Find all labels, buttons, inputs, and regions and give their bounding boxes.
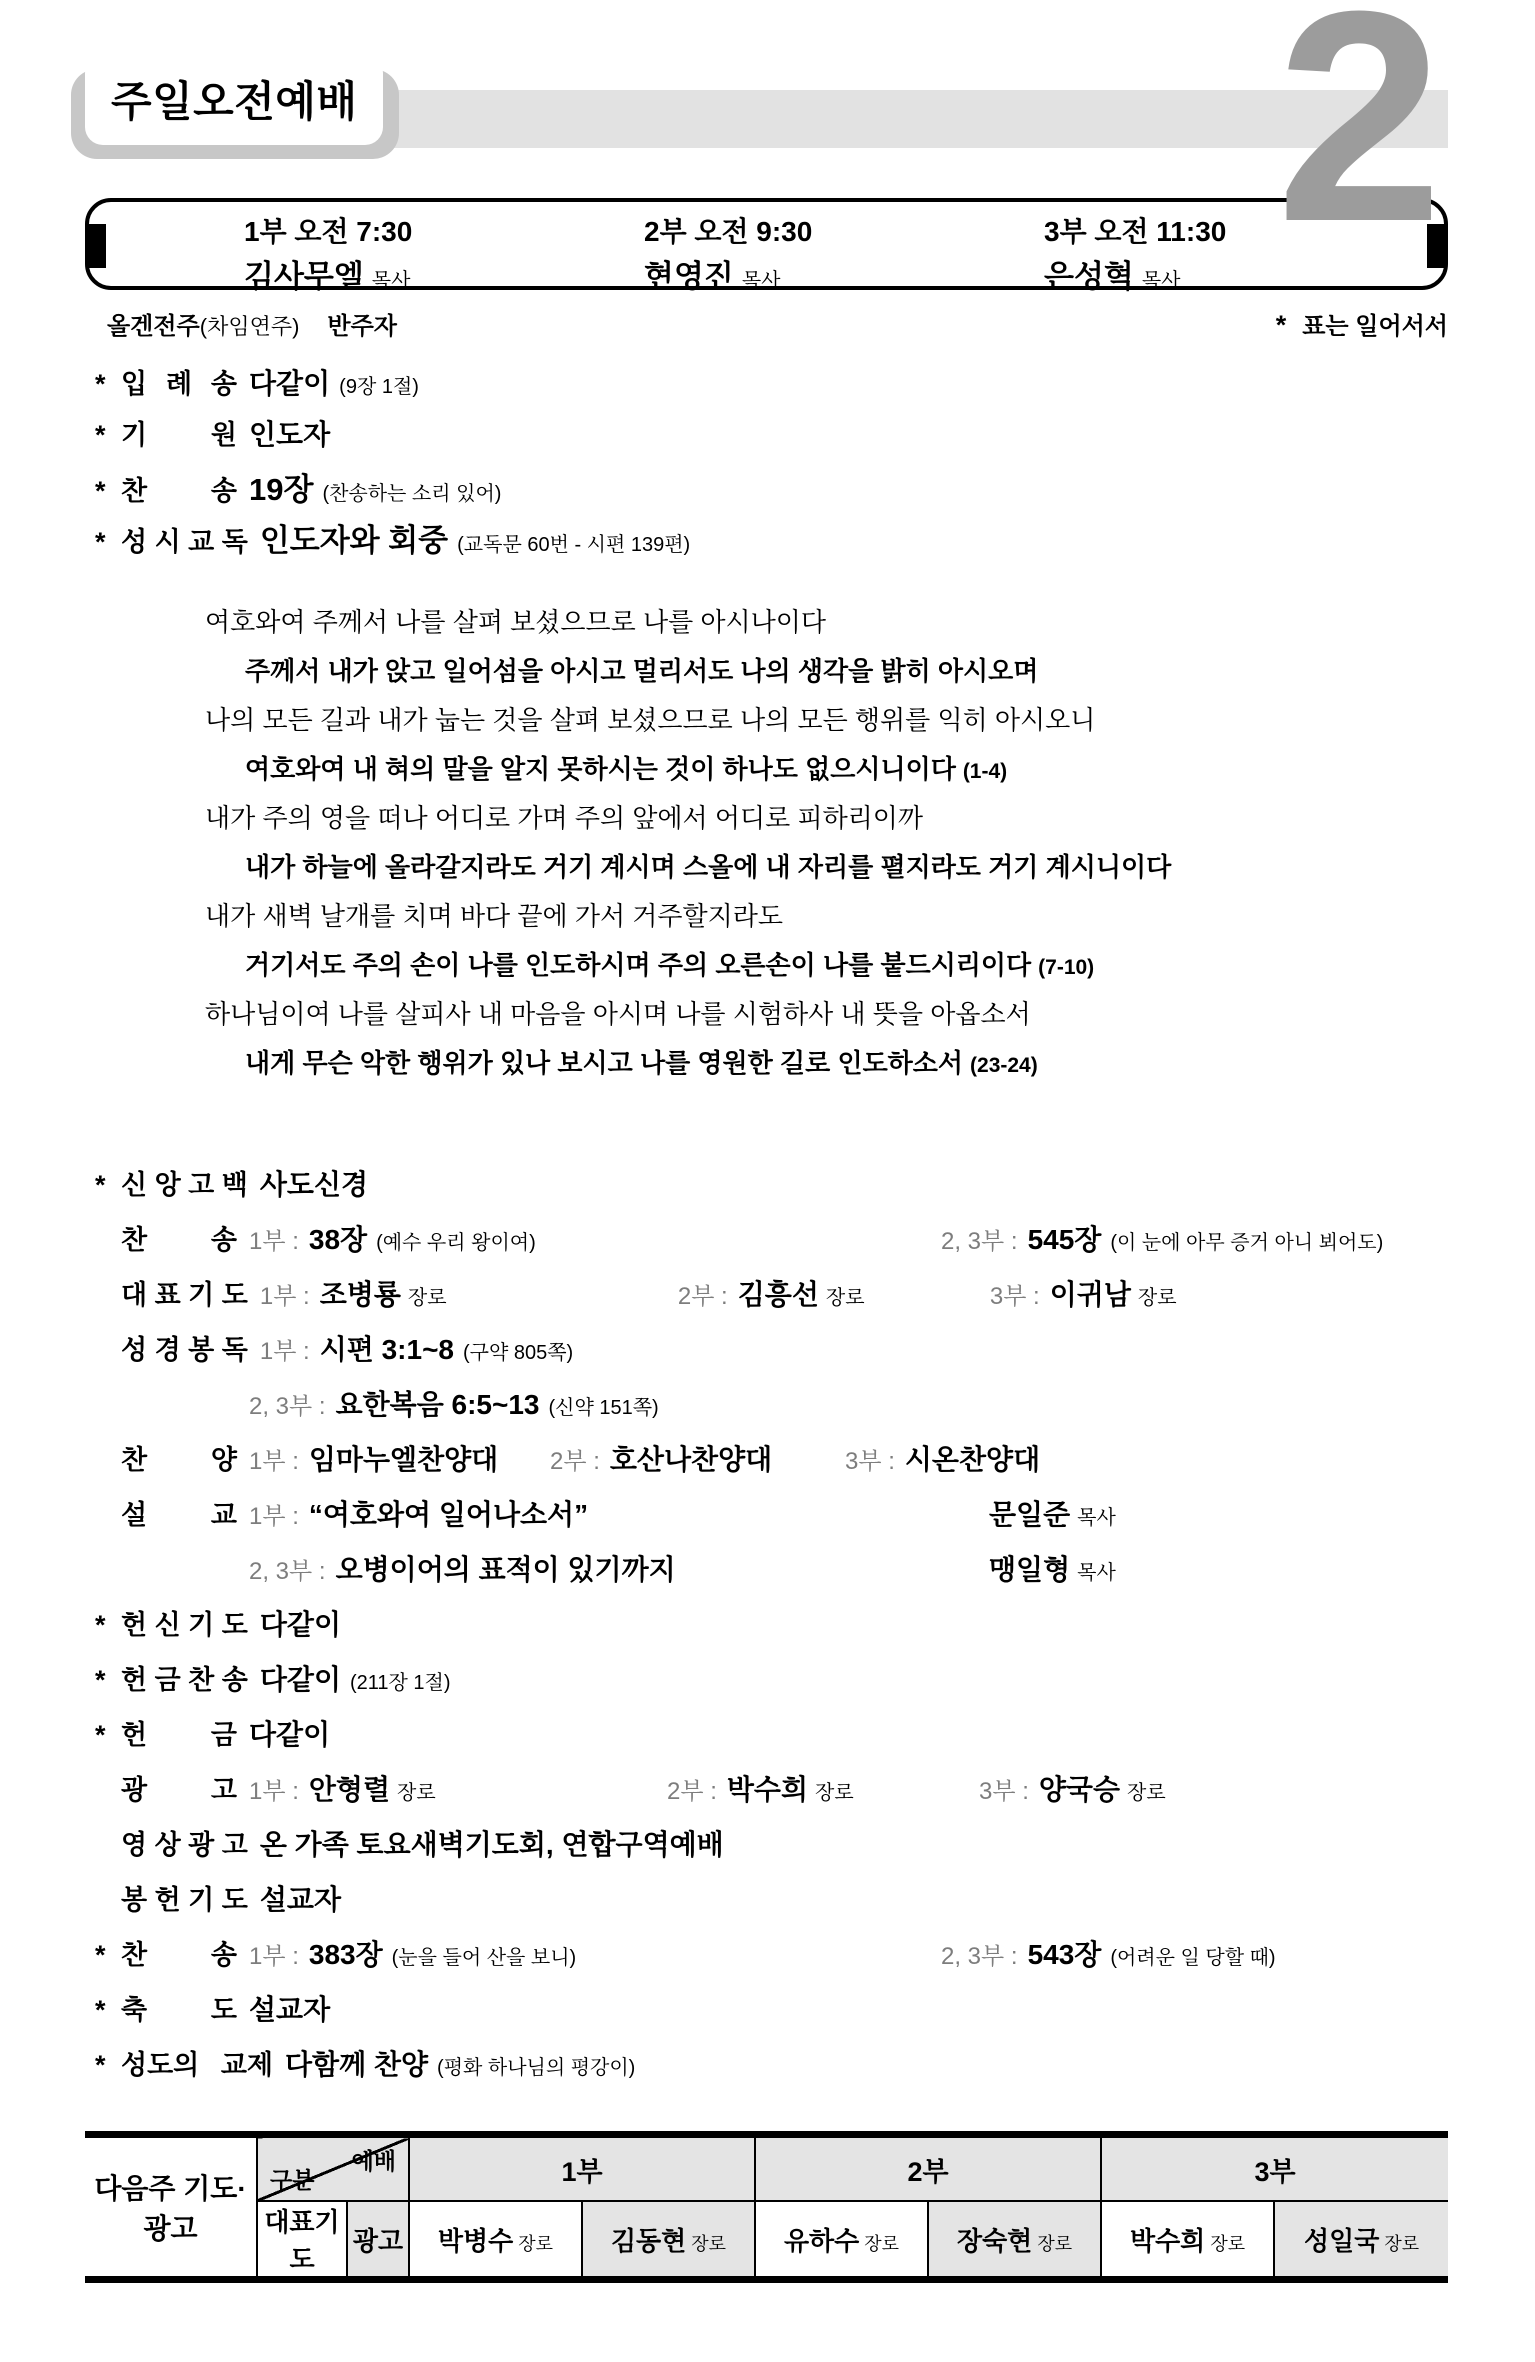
reading-text: 여호와여 내 혀의 말을 알지 못하시는 것이 하나도 없으시니이다	[245, 754, 956, 784]
duty-assignee	[582, 2201, 755, 2280]
preacher-role: 목사	[1077, 1507, 1116, 1529]
hymn-number: 543장	[1027, 1939, 1102, 1970]
elder-role: 장로	[815, 1782, 854, 1804]
elder-role: 장로	[1127, 1782, 1166, 1804]
page-title: 주일오전예배	[85, 55, 383, 145]
part2-assignment	[678, 1273, 990, 1313]
order-label: 대 표 기 도	[121, 1280, 248, 1310]
table-title: 다음주 기도·광고	[85, 2135, 257, 2280]
order-row-representative-prayer	[95, 1273, 1525, 1328]
verse-ref: (7-10)	[1038, 956, 1095, 979]
part1-prefix: 1부 :	[259, 1283, 310, 1310]
reading-text: 내가 하늘에 올라갈지라도 거기 계시며 스올에 내 자리를 펼지라도 거기 계시니이다	[245, 852, 1172, 882]
part1-prefix: 1부 :	[249, 1228, 299, 1255]
part23-hymn	[941, 1933, 1276, 1973]
page-number: 2	[1276, 0, 1443, 284]
service-columns	[89, 202, 1444, 296]
title-badge	[85, 55, 383, 145]
order-label: 영 상 광 고	[121, 1830, 248, 1860]
scripture-page: (신약 151쪽)	[548, 1397, 659, 1419]
order-value: 다같이	[249, 368, 331, 399]
part2-prefix: 2부 :	[550, 1448, 600, 1475]
part3-prefix: 3부 :	[845, 1448, 895, 1475]
part3-assignment	[990, 1273, 1177, 1313]
asterisk-icon: *	[95, 527, 106, 557]
reading-line	[205, 1043, 1171, 1092]
part1-prefix: 1부 :	[249, 1503, 299, 1530]
order-label: 찬 양	[121, 1445, 237, 1475]
order-row-responsive-reading	[95, 515, 1495, 566]
standing-note	[1276, 306, 1448, 341]
part23-prefix: 2, 3부 :	[941, 1228, 1018, 1255]
hymn-number: 383장	[308, 1939, 383, 1970]
part1-prefix: 1부 :	[249, 1943, 299, 1970]
order-row-creed	[95, 1163, 1525, 1218]
order-label: 찬 송	[121, 1225, 237, 1255]
order-row-scripture-2	[95, 1383, 1525, 1438]
order-row-fellowship	[95, 2043, 1525, 2098]
reading-line	[205, 749, 1171, 798]
order-label: 입 례 송	[121, 369, 237, 399]
order-row-hymn-a	[95, 1218, 1525, 1273]
asterisk-icon: *	[95, 2050, 106, 2080]
choir-name: 호산나찬양대	[609, 1444, 773, 1475]
order-value: 설교자	[259, 1884, 341, 1915]
prelude-sub: (차임연주)	[199, 314, 300, 339]
elder-name: 유하수	[783, 2225, 860, 2256]
reading-line	[205, 651, 1171, 700]
preacher-role: 목사	[1077, 1562, 1116, 1584]
group-header-part1: 1부	[409, 2135, 755, 2202]
prelude-player: 반주자	[327, 313, 397, 340]
order-label: 성도의 교제	[121, 2050, 273, 2080]
hymn-title: (눈을 들어 산을 보니)	[391, 1947, 577, 1969]
pastor-name: 은성혁	[1044, 259, 1134, 294]
part1-prefix: 1부 :	[249, 1448, 299, 1475]
order-label: 헌 신 기 도	[121, 1610, 248, 1640]
elder-name: 박수희	[1129, 2225, 1206, 2256]
pastor-name: 김사무엘	[244, 259, 364, 294]
table-corner-cell	[257, 2135, 409, 2202]
elder-name: 김동현	[610, 2225, 687, 2256]
part2-choir	[550, 1438, 845, 1478]
service-2	[644, 210, 1044, 296]
elder-role: 장로	[825, 1287, 865, 1309]
corner-label-category: 구분	[270, 2167, 315, 2193]
asterisk-icon: *	[95, 1940, 106, 1970]
elder-role: 장로	[1384, 2233, 1420, 2254]
reading-line	[205, 994, 1171, 1043]
order-note: (211장 1절)	[350, 1672, 451, 1694]
part23-prefix: 2, 3부 :	[941, 1943, 1018, 1970]
part23-prefix: 2, 3부 :	[249, 1393, 326, 1420]
scripture-ref: 시편 3:1~8	[319, 1334, 454, 1365]
asterisk-icon: *	[95, 476, 106, 506]
order-row-scripture-1	[95, 1328, 1525, 1383]
elder-name: 이귀남	[1049, 1279, 1131, 1310]
order-label: 찬 송	[121, 1940, 237, 1970]
reading-text: 하나님이여 나를 살피사 내 마음을 아시며 나를 시험하사 내 뜻을 아옵소서	[205, 999, 1031, 1029]
hymn-title: (어려운 일 당할 때)	[1110, 1947, 1276, 1969]
order-value: 사도신경	[259, 1169, 369, 1200]
elder-name: 안형렬	[308, 1774, 391, 1805]
prelude-line	[107, 306, 397, 341]
prelude-label: 올겐전주	[107, 313, 200, 340]
hymn-number: 38장	[308, 1224, 368, 1255]
hymn-title: (이 눈에 아무 증거 아니 뵈어도)	[1110, 1232, 1384, 1254]
pastor-role: 목사	[741, 270, 781, 292]
elder-role: 장로	[407, 1287, 447, 1309]
duty-table	[85, 2131, 1448, 2283]
order-note: (찬송하는 소리 있어)	[322, 483, 502, 505]
order-row-hymn-b	[95, 1933, 1525, 1988]
order-label: 성 시 교 독	[121, 527, 248, 557]
order-label: 광 고	[121, 1775, 237, 1805]
elder-name: 박병수	[437, 2225, 514, 2256]
order-of-worship-top	[95, 362, 1495, 566]
reading-text: 나의 모든 길과 내가 눕는 것을 살펴 보셨으므로 나의 모든 행위를 익히 아시오니	[205, 705, 1096, 735]
pastor-role: 목사	[1141, 270, 1181, 292]
service-1-time: 1부 오전 7:30	[244, 216, 413, 247]
service-1	[244, 210, 644, 296]
reading-text: 거기서도 주의 손이 나를 인도하시며 주의 오른손이 나를 붙드시리이다	[245, 950, 1032, 980]
part1-assignment	[260, 1273, 678, 1313]
choir-name: 시온찬양대	[904, 1444, 1041, 1475]
part23-prefix: 2, 3부 :	[249, 1558, 326, 1585]
duty-col-prayer: 대표기도	[257, 2201, 347, 2280]
duty-col-announcement: 광고	[347, 2201, 409, 2280]
order-value: 다같이	[259, 1609, 341, 1640]
scripture-page: (구약 805쪽)	[463, 1342, 574, 1364]
reading-line	[205, 945, 1171, 994]
reading-text: 내게 무슨 악한 행위가 있나 보시고 나를 영원한 길로 인도하소서	[245, 1048, 964, 1078]
standing-note-text: 표는 일어서서	[1302, 313, 1448, 340]
order-row-benediction	[95, 1988, 1525, 2043]
asterisk-icon: *	[95, 1610, 106, 1640]
part3-prefix: 3부 :	[989, 1283, 1040, 1310]
duty-assignee	[409, 2201, 582, 2280]
pastor-role: 목사	[371, 270, 411, 292]
order-label: 기 원	[121, 420, 237, 450]
asterisk-icon: *	[95, 1665, 106, 1695]
order-value: 온 가족 토요새벽기도회, 연합구역예배	[259, 1829, 724, 1860]
order-value: 인도자와 회중	[259, 523, 449, 558]
order-value: 다같이	[249, 1719, 331, 1750]
reading-line	[205, 896, 1171, 945]
elder-role: 장로	[1137, 1287, 1177, 1309]
elder-role: 장로	[1210, 2233, 1246, 2254]
order-note: (평화 하나님의 평강이)	[437, 2057, 636, 2079]
preacher-name: 문일준	[989, 1499, 1071, 1530]
asterisk-icon: *	[95, 1995, 106, 2025]
sermon-preacher	[989, 1548, 1116, 1588]
responsive-reading-text	[205, 602, 1171, 1092]
part1-scripture	[260, 1328, 573, 1368]
order-value: 다함께 찬양	[285, 2049, 429, 2080]
part3-prefix: 3부 :	[979, 1778, 1029, 1805]
part3-choir	[845, 1438, 1040, 1478]
elder-name: 성일국	[1303, 2225, 1380, 2256]
order-note: (교독문 60번 - 시편 139편)	[457, 534, 691, 556]
reading-line	[205, 700, 1171, 749]
duty-assignee	[1101, 2201, 1274, 2280]
elder-role: 장로	[397, 1782, 436, 1804]
service-2-pastor	[644, 251, 1044, 296]
order-label: 봉 헌 기 도	[121, 1885, 248, 1915]
part2-assignment	[667, 1768, 979, 1808]
order-label: 헌 금	[121, 1720, 237, 1750]
duty-assignee	[755, 2201, 928, 2280]
duty-assignee	[1274, 2201, 1448, 2280]
order-row-offertory-prayer	[95, 1878, 1525, 1933]
service-2-time: 2부 오전 9:30	[644, 216, 813, 247]
order-of-worship-bottom	[95, 1163, 1525, 2098]
preacher-name: 맹일형	[989, 1554, 1071, 1585]
asterisk-icon: *	[95, 369, 106, 399]
part1-hymn	[249, 1218, 941, 1258]
elder-name: 박수희	[726, 1774, 809, 1805]
elder-role: 장로	[691, 2233, 727, 2254]
service-3-time: 3부 오전 11:30	[1044, 216, 1227, 247]
elder-role: 장로	[864, 2233, 900, 2254]
asterisk-icon: *	[95, 1720, 106, 1750]
order-row-entrance-hymn	[95, 362, 1495, 413]
order-label: 헌 금 찬 송	[121, 1665, 248, 1695]
group-header-part2: 2부	[755, 2135, 1101, 2202]
elder-role: 장로	[518, 2233, 554, 2254]
part2-prefix: 2부 :	[667, 1778, 717, 1805]
order-row-sermon-1	[95, 1493, 1525, 1548]
order-row-announcements	[95, 1768, 1525, 1823]
sermon-title: “여호와여 일어나소서”	[308, 1499, 589, 1530]
pastor-name: 현영진	[644, 259, 734, 294]
order-value: 설교자	[249, 1994, 331, 2025]
reading-text: 여호와여 주께서 나를 살펴 보셨으므로 나를 아시나이다	[205, 607, 827, 637]
scripture-ref: 요한복음 6:5~13	[335, 1389, 540, 1420]
order-row-choir-praise	[95, 1438, 1525, 1493]
sermon-preacher	[989, 1493, 1116, 1533]
part1-prefix: 1부 :	[259, 1338, 310, 1365]
asterisk-icon: *	[95, 420, 106, 450]
part3-assignment	[979, 1768, 1166, 1808]
reading-line	[205, 798, 1171, 847]
order-row-video-announcement	[95, 1823, 1525, 1878]
part1-assignment	[249, 1768, 667, 1808]
part1-choir	[249, 1438, 550, 1478]
corner-label-service: 예배	[351, 2148, 396, 2174]
duty-assignee	[928, 2201, 1101, 2280]
reading-line	[205, 847, 1171, 896]
reading-text: 내가 주의 영을 떠나 어디로 가며 주의 앞에서 어디로 피하리이까	[205, 803, 924, 833]
order-value: 인도자	[249, 419, 331, 450]
part2-prefix: 2부 :	[677, 1283, 728, 1310]
verse-ref: (23-24)	[970, 1054, 1038, 1077]
part23-scripture	[249, 1383, 659, 1423]
order-row-invocation	[95, 413, 1495, 464]
elder-name: 김흥선	[737, 1279, 819, 1310]
service-1-pastor	[244, 251, 644, 296]
elder-name: 장숙현	[956, 2225, 1033, 2256]
part1-hymn	[249, 1933, 941, 1973]
elder-name: 조병룡	[319, 1279, 401, 1310]
service-times-box	[85, 198, 1448, 294]
order-row-offering	[95, 1713, 1525, 1768]
order-row-hymn	[95, 464, 1495, 515]
order-label: 설 교	[121, 1500, 237, 1530]
part1-prefix: 1부 :	[249, 1778, 299, 1805]
order-row-offering-hymn	[95, 1658, 1525, 1713]
order-label: 성 경 봉 독	[121, 1335, 248, 1365]
reading-line	[205, 602, 1171, 651]
order-value: 다같이	[259, 1664, 341, 1695]
asterisk-icon: *	[1275, 310, 1287, 340]
part23-sermon-title	[249, 1548, 989, 1588]
hymn-title: (예수 우리 왕이여)	[376, 1232, 536, 1254]
order-row-dedication-prayer	[95, 1603, 1525, 1658]
order-label: 신 앙 고 백	[121, 1170, 248, 1200]
corner-mark-left	[86, 224, 106, 268]
order-value: 19장	[249, 472, 314, 507]
order-row-sermon-2	[95, 1548, 1525, 1603]
verse-ref: (1-4)	[962, 760, 1008, 783]
group-header-part3: 3부	[1101, 2135, 1448, 2202]
order-note: (9장 1절)	[339, 376, 419, 398]
elder-role: 장로	[1037, 2233, 1073, 2254]
sermon-title: 오병이어의 표적이 있기까지	[335, 1554, 676, 1585]
part1-sermon-title	[249, 1493, 989, 1533]
order-label: 축 도	[121, 1995, 237, 2025]
reading-text: 주께서 내가 앉고 일어섬을 아시고 멀리서도 나의 생각을 밝히 아시오며	[245, 656, 1039, 686]
asterisk-icon: *	[95, 1170, 106, 1200]
elder-name: 양국승	[1038, 1774, 1121, 1805]
part23-hymn	[941, 1218, 1383, 1258]
title-gray-bar	[285, 90, 1448, 148]
reading-text: 내가 새벽 날개를 치며 바다 끝에 가서 거주할지라도	[205, 901, 784, 931]
choir-name: 임마누엘찬양대	[308, 1444, 499, 1475]
hymn-number: 545장	[1027, 1224, 1102, 1255]
next-week-duty-table	[85, 2131, 1448, 2283]
order-label: 찬 송	[121, 476, 237, 506]
